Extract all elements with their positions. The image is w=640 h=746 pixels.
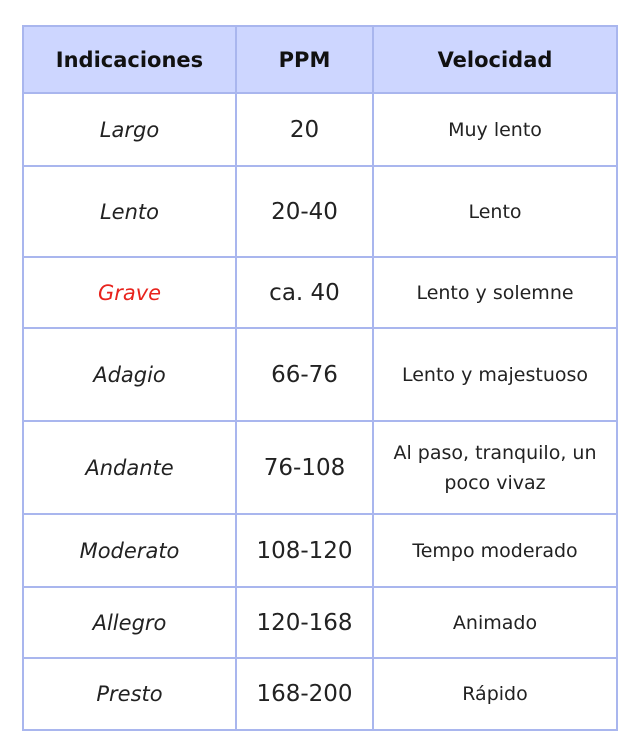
ppm-cell: ca. 40: [236, 257, 373, 328]
indicacion-cell: Lento: [23, 166, 236, 257]
velocidad-cell: Lento y solemne: [373, 257, 617, 328]
indicacion-cell: Presto: [23, 658, 236, 730]
table-row: [23, 166, 617, 257]
velocidad-cell: Animado: [373, 587, 617, 658]
header-indicaciones: Indicaciones: [23, 26, 236, 93]
indicacion-cell-highlighted: Grave: [23, 257, 236, 328]
table-row: [23, 421, 617, 514]
ppm-cell: 76-108: [236, 421, 373, 514]
header-row: [23, 26, 617, 93]
ppm-cell: 20-40: [236, 166, 373, 257]
indicacion-cell: Allegro: [23, 587, 236, 658]
table-row: [23, 587, 617, 658]
table-row: [23, 93, 617, 166]
velocidad-cell: Rápido: [373, 658, 617, 730]
header-ppm: PPM: [236, 26, 373, 93]
ppm-cell: 168-200: [236, 658, 373, 730]
indicacion-cell: Andante: [23, 421, 236, 514]
table-row: [23, 514, 617, 587]
velocidad-cell: Tempo moderado: [373, 514, 617, 587]
indicacion-cell: Moderato: [23, 514, 236, 587]
velocidad-cell: Lento y majestuoso: [373, 328, 617, 421]
table-row: [23, 257, 617, 328]
table-row: [23, 658, 617, 730]
ppm-cell: 20: [236, 93, 373, 166]
header-velocidad: Velocidad: [373, 26, 617, 93]
indicacion-cell: Largo: [23, 93, 236, 166]
table-row: [23, 328, 617, 421]
tempo-table: [22, 25, 618, 731]
ppm-cell: 108-120: [236, 514, 373, 587]
velocidad-cell: Al paso, tranquilo, un poco vivaz: [373, 421, 617, 514]
ppm-cell: 66-76: [236, 328, 373, 421]
velocidad-cell: Lento: [373, 166, 617, 257]
indicacion-cell: Adagio: [23, 328, 236, 421]
velocidad-cell: Muy lento: [373, 93, 617, 166]
ppm-cell: 120-168: [236, 587, 373, 658]
